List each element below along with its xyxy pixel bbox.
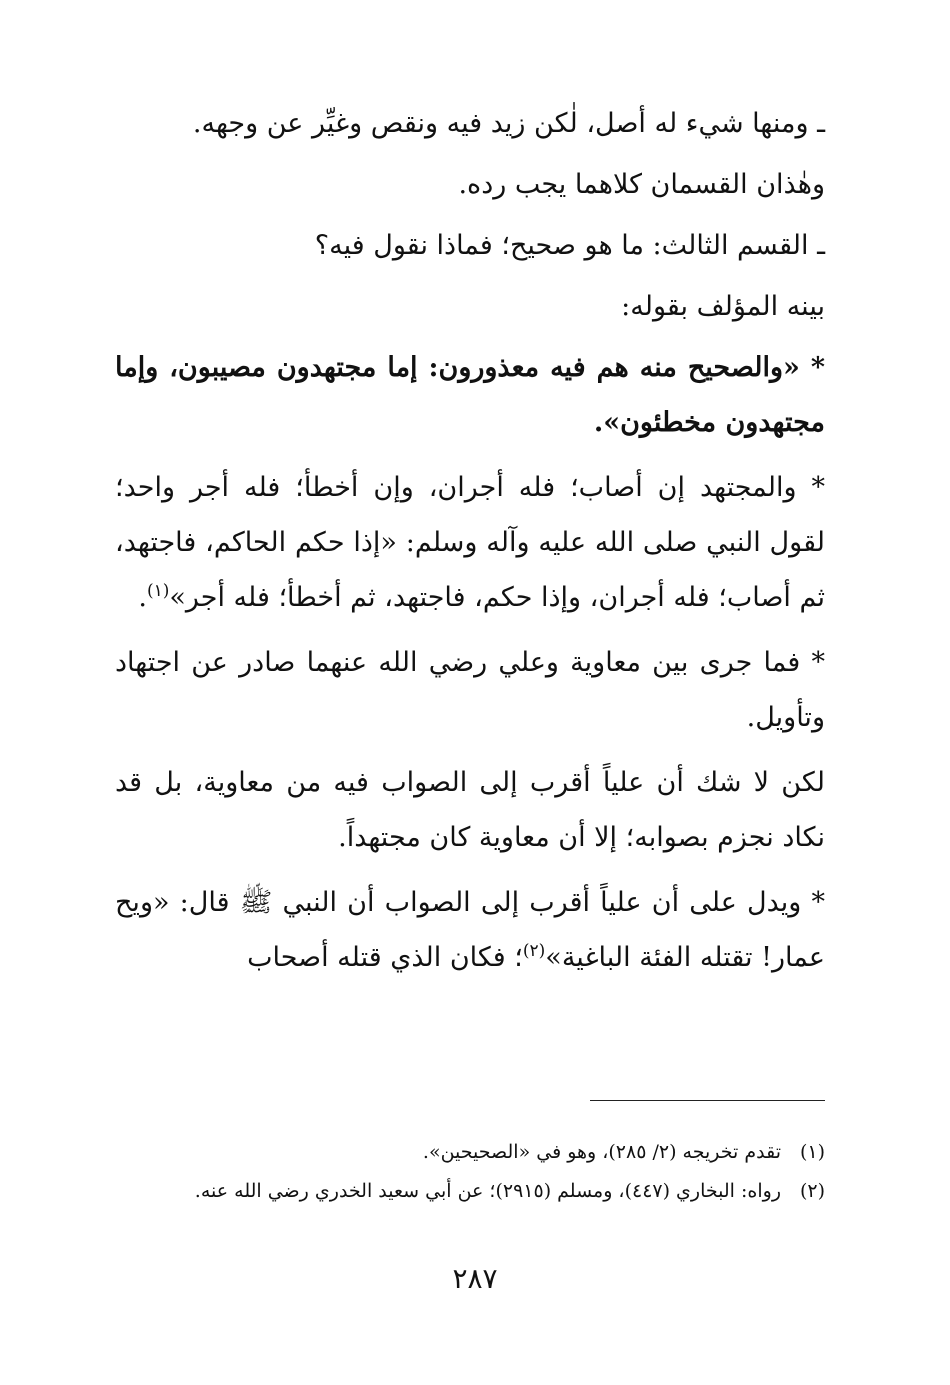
paragraph-9 bbox=[115, 875, 825, 985]
footnotes bbox=[115, 1135, 825, 1213]
paragraph-2: وهٰذان القسمان كلاهما يجب رده. bbox=[458, 169, 825, 200]
main-text bbox=[115, 96, 825, 985]
paragraph-9-tail: ؛ فكان الذي قتله أصحاب bbox=[247, 942, 523, 973]
footnote-2-text: رواه: البخاري (٤٤٧)، ومسلم (٢٩١٥)؛ عن أبي سعيد الخدري رضي الله عنه. bbox=[194, 1180, 781, 1202]
footnote-1-number: (١) bbox=[799, 1141, 825, 1163]
paragraph-1: ـ ومنها شيء له أصل، لٰكن زيد فيه ونقص وغيِّر عن وجهه. bbox=[192, 108, 825, 139]
paragraph-6: * والمجتهد إن أصاب؛ فله أجران، وإن أخطأ؛ فله أجر واحد؛ لقول النبي صلى الله عليه وآله وسلم: «إذا حكم الحاكم، فاجتهد، ثم أصاب؛ فله أجران، وإذا حكم، فاجتهد، ثم أخطأ؛ فله أجر»$^{(١)}$. bbox=[115, 472, 825, 613]
footnote-1 bbox=[115, 1135, 825, 1169]
paragraph-3: ـ القسم الثالث: ما هو صحيح؛ فماذا نقول فيه؟ bbox=[314, 230, 825, 261]
page-number: ٢٨٧ bbox=[452, 1262, 498, 1295]
footnote-ref-2: (٢) bbox=[522, 941, 546, 961]
quoted-text-paragraph: * «والصحيح منه هم فيه معذورون: إما مجتهدون مصيبون، وإما مجتهدون مخطئون». bbox=[115, 352, 825, 438]
paragraph-6-text: * والمجتهد إن أصاب؛ فله أجران، وإن أخطأ؛ فله أجر واحد؛ لقول النبي صلى الله عليه وآله وسلم: «إذا حكم الحاكم، فاجتهد، ثم أصاب؛ فله أجران، وإذا حكم، فاجتهد، ثم أخطأ؛ فله أجر» bbox=[115, 472, 825, 613]
paragraph-9-text: * ويدل على أن علياً أقرب إلى الصواب أن النبي ﷺ قال: «ويح عمار! تقتله الفئة الباغية» bbox=[115, 887, 825, 973]
footnote-separator bbox=[590, 1100, 825, 1101]
paragraph-4: بينه المؤلف بقوله: bbox=[621, 291, 825, 322]
footnote-1-text: تقدم تخريجه (٢/ ٢٨٥)، وهو في «الصحيحين». bbox=[422, 1141, 781, 1163]
footnote-ref-1: (١) bbox=[146, 581, 170, 601]
paragraph-7: * فما جرى بين معاوية وعلي رضي الله عنهما صادر عن اجتهاد وتأويل. bbox=[115, 647, 825, 733]
footnote-2 bbox=[115, 1174, 825, 1208]
paragraph-8: لكن لا شك أن علياً أقرب إلى الصواب فيه من معاوية، بل قد نكاد نجزم بصوابه؛ إلا أن معاوية كان مجتهداً. bbox=[115, 767, 825, 853]
footnote-2-number: (٢) bbox=[799, 1180, 825, 1202]
